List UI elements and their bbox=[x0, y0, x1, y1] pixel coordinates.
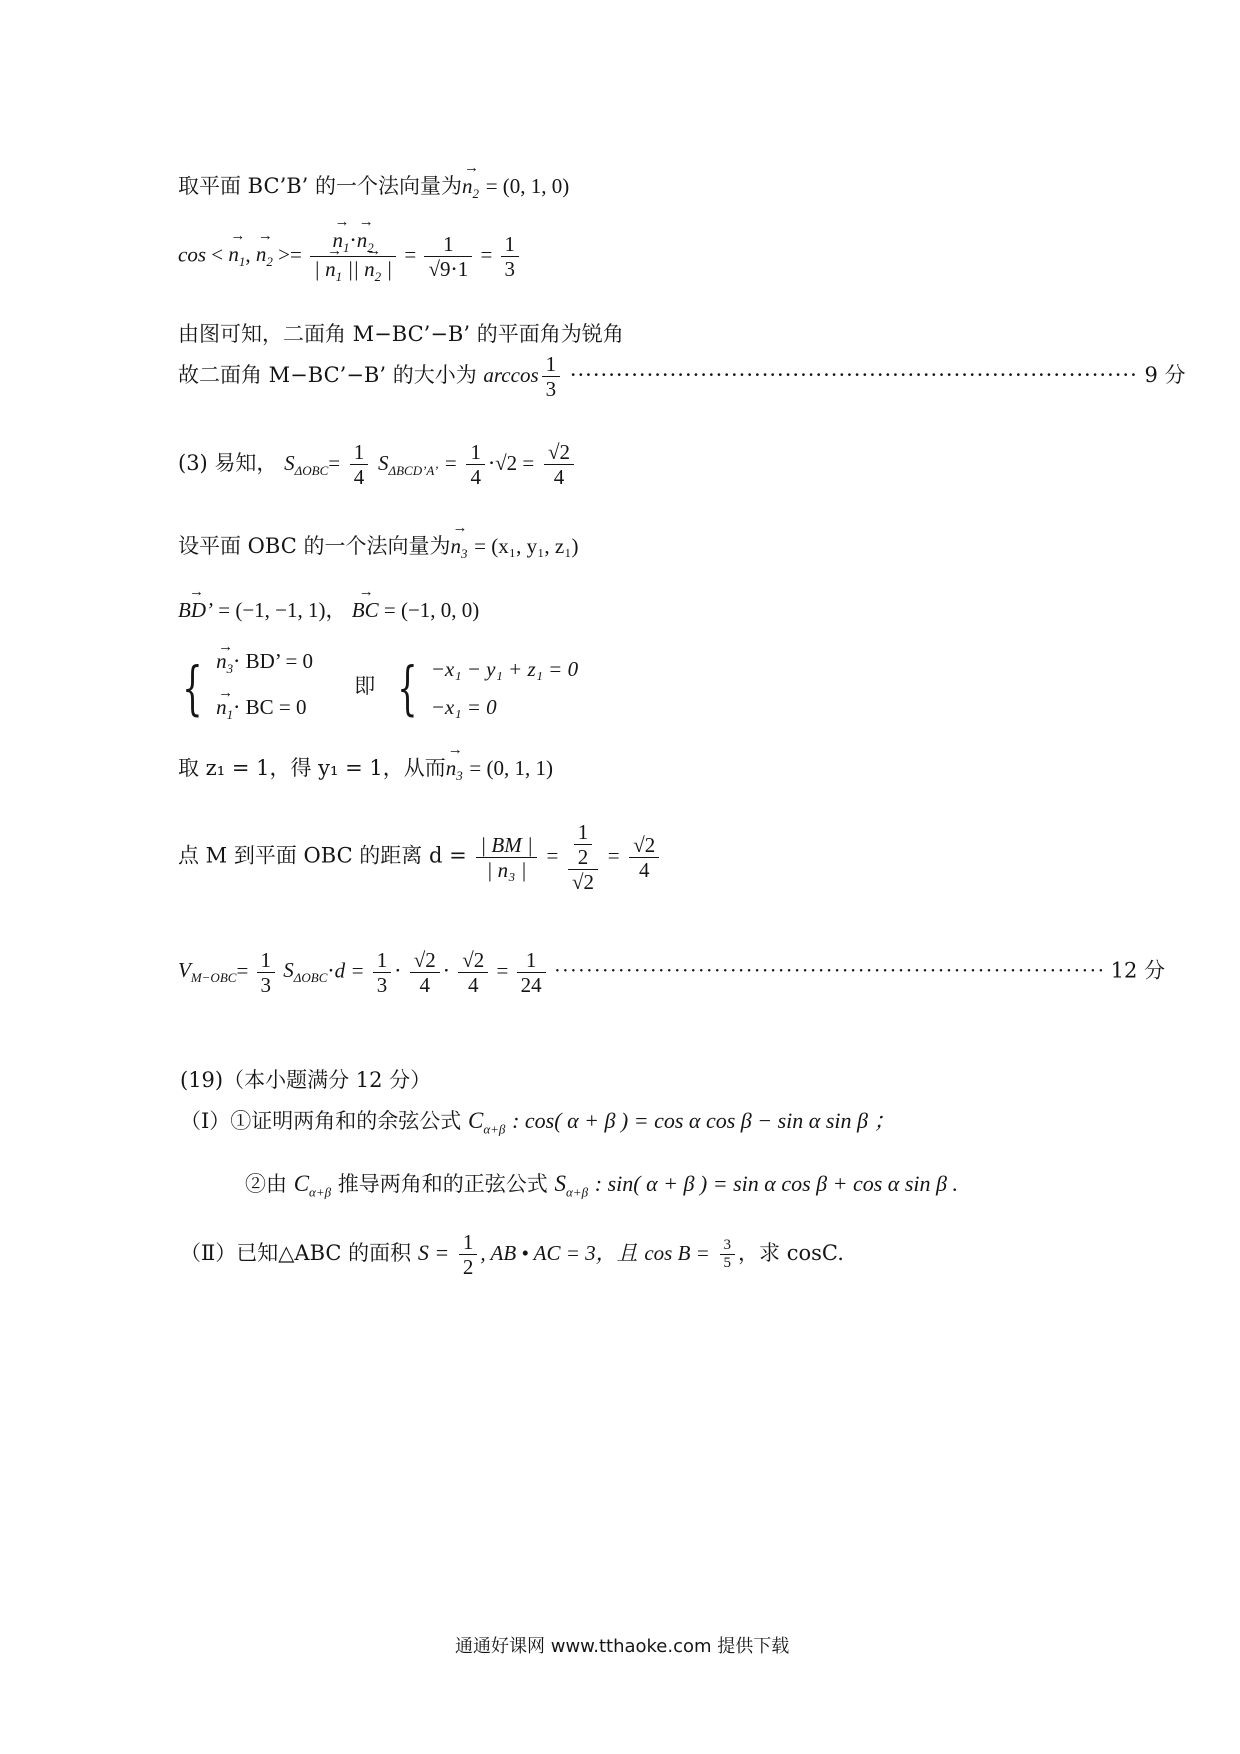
part-1-2-prefix: ②由 bbox=[245, 1172, 287, 1196]
fraction-half-over-root2: $\frac{\frac{1}{2}}{√2}$ bbox=[568, 820, 598, 894]
score-9: 9 分 bbox=[1144, 363, 1186, 388]
line-1-text: 取平面 BC’B’ 的一个法向量为 bbox=[178, 174, 463, 198]
question-19-part-1 bbox=[180, 1104, 895, 1138]
brace-left: { bbox=[182, 654, 203, 723]
question-19-part-2 bbox=[180, 1230, 844, 1279]
volume-label: $V_{M-OBC}$ bbox=[178, 958, 237, 986]
fraction-one-quarter: $\frac{1}{4}$ bbox=[350, 440, 369, 489]
fraction-result: $\frac{1}{24}$ bbox=[517, 948, 546, 997]
brace-right: { bbox=[396, 654, 418, 723]
dot-product-condition: , AB • AC = 3，且 bbox=[480, 1241, 638, 1266]
cos-label: cos bbox=[178, 242, 206, 267]
ji-label: 即 bbox=[354, 674, 376, 698]
vector-bd: → BD’ bbox=[178, 598, 213, 623]
vector-n3: → $n_3$ bbox=[450, 534, 467, 562]
text-line-1 bbox=[178, 170, 569, 202]
text-line-3: 由图可知，二面角 M−BC’−B’ 的平面角为锐角 bbox=[178, 322, 624, 346]
fraction-a: $\frac{1}{3}$ bbox=[373, 948, 392, 997]
vector-bc-value: = (−1, 0, 0) bbox=[383, 598, 480, 622]
line-6-text: 设平面 OBC 的一个法向量为 bbox=[178, 534, 451, 558]
fraction-root2-over-4: $\frac{√2}{4}$ bbox=[544, 440, 574, 489]
text-line-7 bbox=[178, 594, 479, 624]
area-obc-v: $S_{\Delta OBC}$ bbox=[283, 958, 328, 986]
arccos-label: arccos bbox=[483, 363, 539, 388]
text-line-4 bbox=[178, 352, 1186, 401]
fraction-distance-result: $\frac{√2}{4}$ bbox=[629, 833, 659, 882]
part-1-text: （Ⅰ）①证明两角和的余弦公式 bbox=[180, 1109, 462, 1133]
part-2-text: （Ⅱ）已知△ABC 的面积 bbox=[180, 1241, 412, 1266]
line-9-eq: = (0, 1, 1) bbox=[469, 756, 554, 780]
text-line-6 bbox=[178, 530, 579, 562]
fraction-c: $\frac{√2}{4}$ bbox=[458, 948, 488, 997]
vector-bd-value: = (−1, −1, 1)， bbox=[218, 598, 347, 622]
equation-system bbox=[174, 642, 578, 734]
fraction-one-over-root: $\frac{1}{√9\cdot 1}$ bbox=[424, 232, 472, 281]
times-d: ⋅d = bbox=[327, 958, 365, 983]
leader-dots-12: ····································································· bbox=[553, 958, 1106, 983]
fraction-one-quarter-b: $\frac{1}{4}$ bbox=[466, 440, 485, 489]
question-19-heading: (19)（本小题满分 12 分） bbox=[180, 1068, 432, 1092]
vector-n2: → $n_2$ bbox=[462, 174, 479, 202]
fraction-one-half: $\frac{1}{2}$ bbox=[459, 1230, 478, 1279]
part-3-label: (3) 易知， bbox=[178, 451, 278, 476]
score-12: 12 分 bbox=[1110, 958, 1166, 983]
vector-bc: → BC bbox=[352, 598, 379, 623]
fraction-distance: $\frac{| BM |}{\text{| n₃ |}}$ bbox=[476, 833, 536, 882]
cosine-formula: cos < → $n_1$, → $n_2$ >= → $\frac{n_1\cdot\to n_2}{| \to n_1 || \to n_2 |}$ = $\frac{1}{√9\cdot 1}$ = $\frac{1}{3}$ bbox=[178, 228, 522, 285]
s-alpha-beta: $S_{\alpha+\beta}$ bbox=[554, 1171, 589, 1200]
cos-eq2: = bbox=[404, 242, 417, 267]
sine-sum-formula: : sin( α + β ) = sin α cos β + cos α sin β . bbox=[594, 1171, 958, 1196]
area-bcda: $S_{\Delta BCD’A’}$ bbox=[377, 451, 439, 479]
leader-dots-9: ·········································································· bbox=[569, 363, 1138, 388]
text-line-10: 点 M 到平面 OBC 的距离 d = $\frac{| BM |}{\text{| n₃ |}}$ = $\frac{\frac{1}{2}}{√2}$ = $\frac{√2}{4}$ bbox=[178, 820, 662, 894]
c-alpha-beta-2: $C_{\alpha+\beta}$ bbox=[293, 1171, 332, 1200]
distance-label: 点 M 到平面 OBC 的距离 d = bbox=[178, 843, 467, 868]
line-9-text: 取 z₁ = 1，得 y₁ = 1，从而 bbox=[178, 756, 446, 780]
cos-eq: = bbox=[289, 242, 302, 267]
system-simplified: −x₁ − y₁ + z₁ = 0 −x₁ = 0 bbox=[430, 657, 579, 720]
question-19-part-1-2 bbox=[245, 1168, 958, 1201]
area-obc: $S_{\Delta OBC}$ bbox=[284, 451, 329, 479]
line-1-eq: = (0, 1, 0) bbox=[485, 174, 570, 198]
line-6-eq: = (x₁, y₁, z₁) bbox=[474, 534, 579, 558]
area-s-label: S = bbox=[417, 1240, 450, 1266]
fraction-one-third-v: $\frac{1}{3}$ bbox=[257, 948, 276, 997]
part-1-2-text: 推导两角和的正弦公式 bbox=[337, 1172, 548, 1196]
line-4-text: 故二面角 M−BC’−B’ 的大小为 bbox=[178, 363, 477, 388]
text-line-5: (3) 易知， $S_{\Delta OBC}=$ $\frac{1}{4}$ $S_{\Delta BCD’A’}$ = $\frac{1}{4}$ ⋅√2 = $\frac{√2}{4}$ bbox=[178, 440, 577, 489]
fraction-dot-over-norm: → $\frac{n_1\cdot\to n_2}{| \to n_1 || \to n_2 |}$ bbox=[310, 228, 396, 285]
vector-n3b: → $n_3$ bbox=[446, 756, 463, 784]
text-line-9 bbox=[178, 752, 553, 784]
fraction-b: $\frac{√2}{4}$ bbox=[410, 948, 440, 997]
times-root2: ⋅√2 = bbox=[487, 451, 535, 476]
c-alpha-beta: $C_{\alpha+\beta}$ bbox=[467, 1108, 506, 1137]
part-2-tail: ，求 cosC. bbox=[738, 1241, 844, 1266]
cos-b-label: cos B = bbox=[644, 1241, 710, 1266]
vector-n1: → $n_1$ bbox=[228, 242, 245, 270]
fraction-three-fifths: $\frac{3}{5}$ bbox=[720, 1237, 736, 1273]
page-footer: 通通好课网 www.tthaoke.com 提供下载 bbox=[455, 1636, 790, 1657]
fraction-arccos-arg: $\frac{1}{3}$ bbox=[542, 352, 561, 401]
text-line-11: $V_{M-OBC}=$ $\frac{1}{3}$ $S_{\Delta OBC}\cdot d$ = $\frac{1}{3}$ ⋅ $\frac{√2}{4}$ ⋅ $\frac{√2}{4}$ = $\frac{1}{24}$ ····································································· 12 分 bbox=[178, 948, 1166, 998]
cosine-sum-formula: : cos( α + β ) = cos α cos β − sin α sin β ； bbox=[512, 1108, 896, 1133]
vector-n2b: → $n_2$ bbox=[256, 242, 273, 270]
fraction-one-third: $\frac{1}{3}$ bbox=[501, 232, 520, 281]
system-original: → $n_3\cdot$ BD’ = 0 → $n_1\cdot$ BC = 0 bbox=[216, 642, 313, 734]
